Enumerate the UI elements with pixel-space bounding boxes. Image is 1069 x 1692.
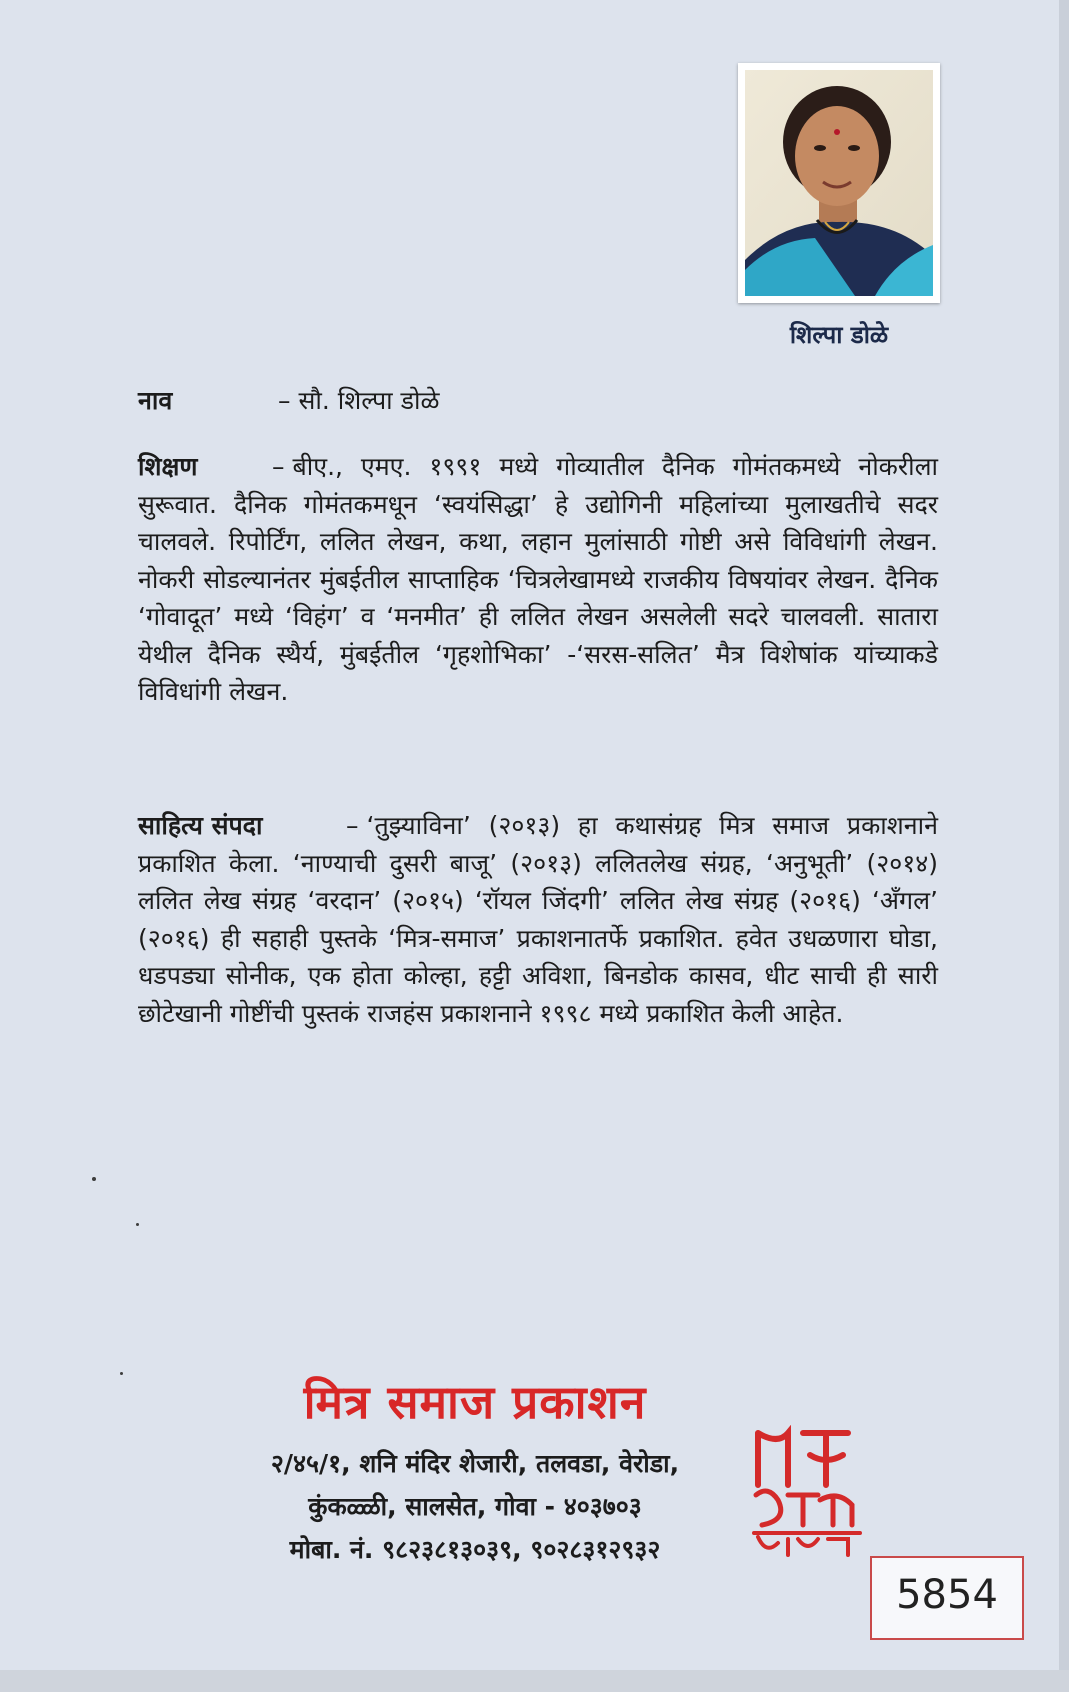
education-label: शिक्षण: [138, 452, 198, 481]
bio-name-row: नाव – सौ. शिल्पा डोळे: [138, 382, 938, 420]
education-text: बीए., एमए. १९९१ मध्ये गोव्यातील दैनिक गोमंतकमध्ये नोकरीला सुरूवात. दैनिक गोमंतकमधून ‘स्वयंसिद्धा’ हे उद्योगिनी महिलांच्या मुलाखतीचे सदर चालवले. रिपोर्टिंग, ललित लेखन, कथा, लहान मुलांसाठी गोष्टी असे विविधांगी लेखन. नोकरी सोडल्यानंतर मुंबईतील साप्ताहिक ‘चित्रलेखामध्ये राजकीय विषयांवर लेखन. दैनिक ‘गोवादूत’ मध्ये ‘विहंग’ व ‘मनमीत’ ही ललित लेखन असलेली सदरे चालवली. सातारा येथील दैनिक स्थैर्य, मुंबईतील ‘गृहशोभिका’ -‘सरस-सलित’ मैत्र विशेषांक यांच्याकडे विविधांगी लेखन.: [138, 452, 938, 706]
publisher-address-line-1: २/४५/१, शनि मंदिर शेजारी, तलवडा, वेरोडा,: [270, 1449, 680, 1478]
scan-speck: [136, 1223, 139, 1226]
publisher-phone: मोबा. नं. ९८२३८१३०३९, ९०२८३१२९३२: [289, 1535, 661, 1564]
scan-speck: [92, 1177, 96, 1181]
name-label: नाव: [138, 386, 173, 415]
publisher-name: मित्र समाज प्रकाशन: [303, 1375, 647, 1429]
cover-edge: [1059, 0, 1069, 1692]
name-value: सौ. शिल्पा डोळे: [298, 386, 440, 415]
author-portrait-illustration: [745, 70, 933, 296]
scan-speck: [120, 1372, 123, 1375]
stock-number: 5854: [896, 1572, 998, 1618]
author-photo: [745, 70, 933, 296]
author-photo-frame: [738, 63, 940, 303]
literature-label: साहित्य संपदा: [138, 811, 263, 840]
author-photo-caption: शिल्पा डोळे: [789, 321, 889, 349]
publisher-seal-logo: [748, 1425, 866, 1559]
literature-text: ‘तुझ्याविना’ (२०१३) हा कथासंग्रह मित्र समाज प्रकाशनाने प्रकाशित केला. ‘नाण्याची दुसरी बाजू’ (२०१३) ललितलेख संग्रह, ‘अनुभूती’ (२०१४) ललित लेख संग्रह ‘वरदान’ (२०१५) ‘रॉयल जिंदगी’ ललित लेख संग्रह (२०१६) ‘ॲंगल’ (२०१६) ही सहाही पुस्तके ‘मित्र-समाज’ प्रकाशनातर्फे प्रकाशित. हवेत उधळणारा घोडा, धडपड्या सोनीक, एक होता कोल्हा, हट्टी अविशा, बिनडोक कासव, धीट साची ही सारी छोटेखानी गोष्टींची पुस्तकं राजहंस प्रकाशनाने १९९८ मध्ये प्रकाशित केली आहेत.: [138, 811, 938, 1028]
bio-education-row: शिक्षण – बीए., एमए. १९९१ मध्ये गोव्यातील दैनिक गोमंतकमध्ये नोकरीला सुरूवात. दैनिक गोमंतकमधून ‘स्वयंसिद्धा’ हे उद्योगिनी महिलांच्या मुलाखतीचे सदर चालवले. रिपोर्टिंग, ललित लेखन, कथा, लहान मुलांसाठी गोष्टी असे विविधांगी लेखन. नोकरी सोडल्यानंतर मुंबईतील साप्ताहिक ‘चित्रलेखामध्ये राजकीय विषयांवर लेखन. दैनिक ‘गोवादूत’ मध्ये ‘विहंग’ व ‘मनमीत’ ही ललित लेखन असलेली सदरे चालवली. सातारा येथील दैनिक स्थैर्य, मुंबईतील ‘गृहशोभिका’ -‘सरस-सलित’ मैत्र विशेषांक यांच्याकडे विविधांगी लेखन.: [138, 448, 938, 711]
publisher-address-line-2: कुंकळ्ळी, सालसेत, गोवा - ४०३७०३: [308, 1492, 642, 1521]
bio-literature-row: साहित्य संपदा – ‘तुझ्याविना’ (२०१३) हा कथासंग्रह मित्र समाज प्रकाशनाने प्रकाशित केला. ‘नाण्याची दुसरी बाजू’ (२०१३) ललितलेख संग्रह, ‘अनुभूती’ (२०१४) ललित लेख संग्रह ‘वरदान’ (२०१५) ‘रॉयल जिंदगी’ ललित लेख संग्रह (२०१६) ‘ॲंगल’ (२०१६) ही सहाही पुस्तके ‘मित्र-समाज’ प्रकाशनातर्फे प्रकाशित. हवेत उधळणारा घोडा, धडपड्या सोनीक, एक होता कोल्हा, हट्टी अविशा, बिनडोक कासव, धीट साची ही सारी छोटेखानी गोष्टींची पुस्तकं राजहंस प्रकाशनाने १९९८ मध्ये प्रकाशित केली आहेत.: [138, 807, 938, 1032]
stock-number-stamp: [870, 1556, 1024, 1640]
cover-bottom-edge: [0, 1670, 1069, 1692]
